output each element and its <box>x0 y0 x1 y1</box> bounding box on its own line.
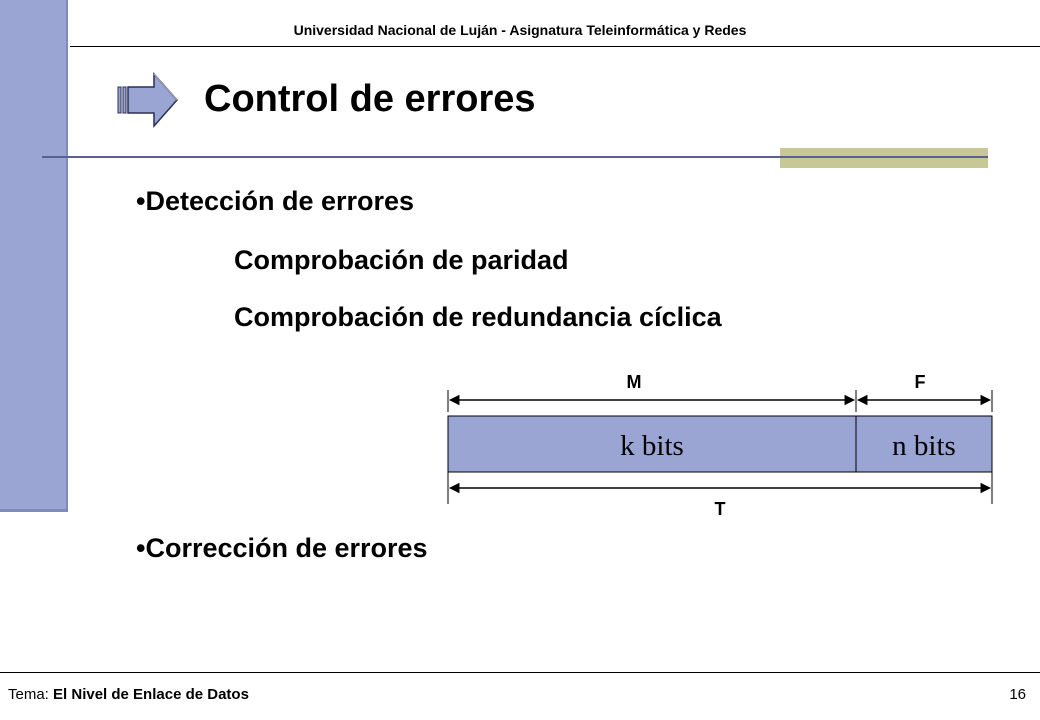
slide-header: Universidad Nacional de Luján - Asignatura Teleinformática y Redes <box>293 22 747 38</box>
page-number: 16 <box>1009 686 1026 703</box>
arrow-right-icon <box>117 72 181 132</box>
bullet-deteccion: •Detección de errores <box>136 186 415 216</box>
page-title: Control de errores <box>204 78 536 120</box>
crc-frame-diagram <box>440 362 1000 522</box>
title-accent-line <box>780 156 988 158</box>
box-k-label: k bits <box>620 430 684 462</box>
footer-topic-value: El Nivel de Enlace de Datos <box>53 686 249 703</box>
footer-divider <box>0 672 1040 673</box>
bullet-crc: Comprobación de redundancia cíclica <box>234 302 722 332</box>
label-m: M <box>626 372 642 392</box>
label-f: F <box>914 372 926 392</box>
title-accent-block <box>780 148 988 168</box>
bullet-paridad: Comprobación de paridad <box>234 245 569 275</box>
box-n-label: n bits <box>892 430 956 462</box>
left-decorative-bar <box>0 0 68 512</box>
label-t: T <box>714 499 726 519</box>
footer-topic <box>8 686 249 703</box>
footer-topic-label: Tema: <box>8 686 54 703</box>
header-divider <box>70 46 1040 47</box>
bullet-correccion: •Corrección de errores <box>136 533 428 563</box>
